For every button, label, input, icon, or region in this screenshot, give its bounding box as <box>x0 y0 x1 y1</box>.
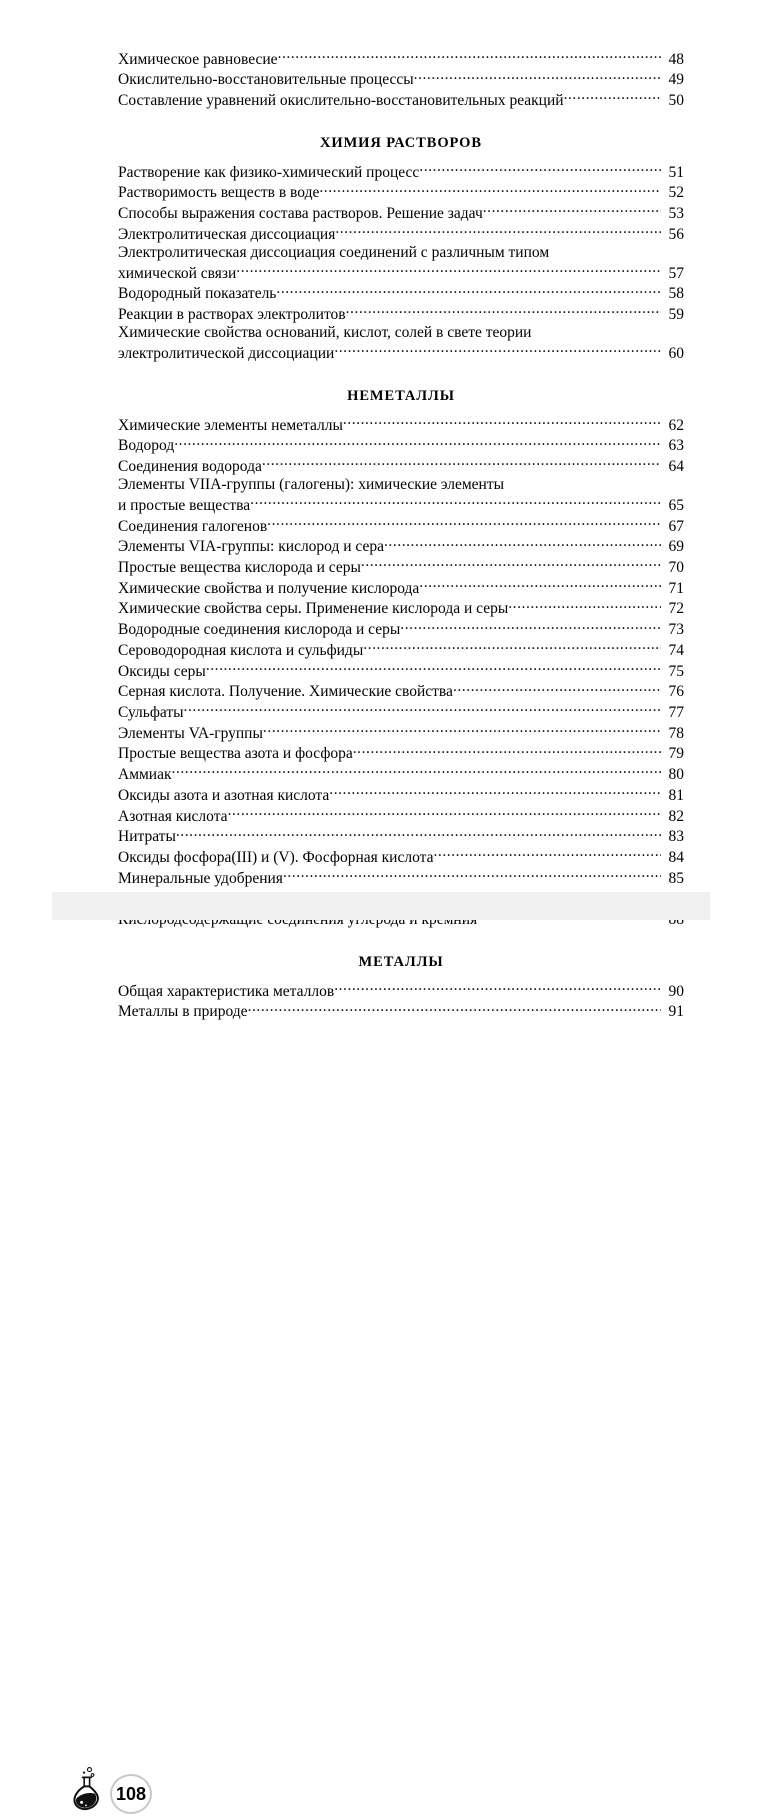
toc-entry-title: и простые вещества <box>118 496 251 514</box>
dot-leader <box>184 701 661 717</box>
toc-entry-title: Электролитическая диссоциация <box>118 225 336 243</box>
toc-entry-page-number: 78 <box>668 724 684 742</box>
toc-entry-title: Химическое равновесие <box>118 50 278 68</box>
toc-entry-page-number: 56 <box>668 225 684 243</box>
toc-entry-page-number: 62 <box>668 416 684 434</box>
toc-entry-title: Растворимость веществ в воде <box>118 184 320 202</box>
dot-leader <box>174 435 661 451</box>
toc-entry-title: Электролитическая диссоциация соединений с различным типом <box>118 243 550 261</box>
dot-leader <box>228 805 661 821</box>
dot-leader <box>453 681 661 697</box>
toc-entry-title: Простые вещества азота и фосфора <box>118 745 353 763</box>
toc-entry[interactable] <box>118 536 684 557</box>
toc-entry-page-number: 59 <box>668 306 684 324</box>
block-spacer <box>118 363 684 372</box>
toc-entry-title: Общая характеристика металлов <box>118 982 335 1000</box>
dot-leader <box>206 660 661 676</box>
toc-entry[interactable] <box>118 743 684 764</box>
toc-entry-title: Минеральные удобрения <box>118 869 283 887</box>
toc-entry-title: Металлы в природе <box>118 1003 248 1021</box>
dot-leader <box>353 743 661 759</box>
toc-entry-title: Водородный показатель <box>118 285 277 303</box>
section-heading: НЕМЕТАЛЛЫ <box>347 388 455 405</box>
toc-entry-page-number: 69 <box>668 538 684 556</box>
toc-entry-title: Соединения водорода <box>118 458 262 476</box>
section-heading: МЕТАЛЛЫ <box>358 954 444 971</box>
dot-leader <box>343 414 661 430</box>
toc-entry-page-number: 64 <box>668 458 684 476</box>
toc-entry-page-number: 63 <box>668 437 684 455</box>
toc-entry-title: Сероводородная кислота и сульфиды <box>118 641 364 659</box>
toc-entry-page-number: 70 <box>668 559 684 577</box>
toc-entry[interactable] <box>118 764 684 785</box>
toc-entry-title: химической связи <box>118 264 237 282</box>
toc-entry-page-number: 71 <box>668 579 684 597</box>
dot-leader <box>419 577 661 593</box>
toc-entry-title: Нитраты <box>118 828 176 846</box>
page-number-badge: 108 <box>110 1774 152 1814</box>
toc-entry[interactable] <box>118 304 684 325</box>
toc-entry[interactable] <box>118 784 684 805</box>
toc-entry-title: Химические свойства серы. Применение кислорода и серы <box>118 600 509 618</box>
dot-leader <box>276 283 661 299</box>
toc-entry-page-number: 67 <box>668 517 684 535</box>
toc-entry-page-number: 53 <box>668 205 684 223</box>
dot-leader <box>236 262 661 278</box>
toc-entry-title: Соединения галогенов <box>118 517 268 535</box>
toc-content <box>118 48 684 1022</box>
toc-entry-page-number: 91 <box>668 1003 684 1021</box>
toc-entry[interactable] <box>118 577 684 598</box>
toc-entry-page-number: 52 <box>668 184 684 202</box>
toc-entry-title: Элементы VA-группы <box>118 724 263 742</box>
toc-entry-title: Азотная кислота <box>118 807 228 825</box>
dot-leader <box>400 619 661 635</box>
dot-leader <box>363 639 661 655</box>
toc-entry[interactable] <box>118 69 684 90</box>
toc-entry-page-number: 48 <box>668 50 684 68</box>
toc-entry-title: Химические свойства оснований, кислот, солей в свете теории <box>118 324 532 342</box>
dot-leader <box>329 784 661 800</box>
dot-leader <box>172 764 661 780</box>
dot-leader <box>483 203 661 219</box>
toc-entry-page-number: 81 <box>668 786 684 804</box>
dot-leader <box>335 223 661 239</box>
toc-entry-title: Элементы VIIA-группы (галогены): химические элементы <box>118 476 505 494</box>
toc-entry-title: Окислительно-восстановительные процессы <box>118 71 414 89</box>
dot-leader <box>319 182 661 198</box>
toc-entry[interactable] <box>118 494 684 515</box>
toc-entry-page-number: 57 <box>668 264 684 282</box>
toc-entry[interactable] <box>118 619 684 640</box>
toc-entry[interactable] <box>118 660 684 681</box>
dot-leader <box>263 722 661 738</box>
toc-entry[interactable] <box>118 557 684 578</box>
section-heading: ХИМИЯ РАСТВОРОВ <box>320 135 482 152</box>
toc-entry-title: Водород <box>118 437 175 455</box>
toc-entry[interactable] <box>118 722 684 743</box>
dot-leader <box>414 69 661 85</box>
toc-entry[interactable] <box>118 203 684 224</box>
toc-entry-page-number: 75 <box>668 662 684 680</box>
toc-entry[interactable] <box>118 1001 684 1022</box>
toc-entry-title: Способы выражения состава растворов. Решение задач <box>118 205 483 223</box>
toc-entry-title: Сульфаты <box>118 703 184 721</box>
toc-entry[interactable] <box>118 342 684 363</box>
toc-entry-page-number: 65 <box>668 496 684 514</box>
toc-entry[interactable] <box>118 826 684 847</box>
toc-entry-page-number: 79 <box>668 745 684 763</box>
dot-leader <box>248 1001 661 1017</box>
dot-leader <box>176 826 661 842</box>
dot-leader <box>419 161 661 177</box>
toc-entry[interactable] <box>118 598 684 619</box>
toc-entry-page-number: 76 <box>668 683 684 701</box>
dot-leader <box>508 598 661 614</box>
toc-entry[interactable] <box>118 161 684 182</box>
dot-leader <box>267 515 661 531</box>
toc-entry-page-number: 51 <box>668 163 684 181</box>
toc-entry-page-number: 90 <box>668 982 684 1000</box>
toc-entry-title: Оксиды серы <box>118 662 206 680</box>
toc-entry-page-number: 74 <box>668 641 684 659</box>
toc-entry-title: Аммиак <box>118 766 172 784</box>
toc-entry[interactable] <box>118 414 684 435</box>
dot-leader <box>334 342 661 358</box>
dot-leader <box>564 89 661 105</box>
toc-entry[interactable] <box>118 182 684 203</box>
toc-entry-title: Элементы VIA-группы: кислород и сера <box>118 538 384 556</box>
toc-entry-page-number: 50 <box>668 91 684 109</box>
toc-entry-title: Простые вещества кислорода и серы <box>118 559 361 577</box>
toc-entry[interactable] <box>118 846 684 867</box>
toc-entry[interactable] <box>118 435 684 456</box>
dot-leader <box>278 48 661 64</box>
toc-entry[interactable] <box>118 701 684 722</box>
footer-bar <box>52 892 710 920</box>
toc-entry-title: Реакции в растворах электролитов <box>118 306 346 324</box>
flask-icon <box>68 1766 108 1812</box>
block-spacer <box>118 110 684 119</box>
toc-entry-title: Составление уравнений окислительно-восстановительных реакций <box>118 91 564 109</box>
toc-entry-title: Растворение как физико-химический процесс <box>118 163 420 181</box>
dot-leader <box>384 536 661 552</box>
toc-entry-page-number: 80 <box>668 766 684 784</box>
toc-entry-title: Химические свойства и получение кислорода <box>118 579 420 597</box>
dot-leader <box>346 304 661 320</box>
toc-entry-title: Химические элементы неметаллы <box>118 416 343 434</box>
toc-entry-page-number: 82 <box>668 807 684 825</box>
toc-entry-page-number: 85 <box>668 869 684 887</box>
toc-entry[interactable] <box>118 48 684 69</box>
dot-leader <box>361 557 661 573</box>
toc-entry-title: Серная кислота. Получение. Химические свойства <box>118 683 453 701</box>
toc-entry[interactable] <box>118 805 684 826</box>
dot-leader <box>334 980 661 996</box>
toc-entry[interactable] <box>118 324 684 342</box>
toc-entry[interactable] <box>118 867 684 888</box>
toc-entry[interactable] <box>118 456 684 477</box>
block-spacer <box>118 929 684 938</box>
toc-entry-page-number: 60 <box>668 344 684 362</box>
toc-entry-page-number: 58 <box>668 285 684 303</box>
toc-entry-title: электролитической диссоциации <box>118 344 335 362</box>
dot-leader <box>262 456 661 472</box>
toc-entry-title: Водородные соединения кислорода и серы <box>118 621 401 639</box>
toc-entry[interactable] <box>118 980 684 1001</box>
toc-entry-page-number: 73 <box>668 621 684 639</box>
toc-entry-title: Оксиды азота и азотная кислота <box>118 786 330 804</box>
dot-leader <box>283 867 661 883</box>
toc-entry[interactable] <box>118 89 684 110</box>
toc-entry-page-number: 77 <box>668 703 684 721</box>
toc-entry-page-number: 72 <box>668 600 684 618</box>
toc-entry[interactable] <box>118 244 684 262</box>
toc-entry[interactable] <box>118 681 684 702</box>
toc-entry-page-number: 84 <box>668 848 684 866</box>
toc-entry[interactable] <box>118 515 684 536</box>
toc-entry[interactable] <box>118 476 684 494</box>
dot-leader <box>250 494 661 510</box>
toc-entry[interactable] <box>118 283 684 304</box>
toc-entry[interactable] <box>118 223 684 244</box>
toc-entry-page-number: 49 <box>668 71 684 89</box>
dot-leader <box>433 846 661 862</box>
toc-entry-page-number: 83 <box>668 828 684 846</box>
toc-entry[interactable] <box>118 262 684 283</box>
toc-entry-title: Оксиды фосфора(III) и (V). Фосфорная кислота <box>118 848 434 866</box>
toc-entry[interactable] <box>118 639 684 660</box>
